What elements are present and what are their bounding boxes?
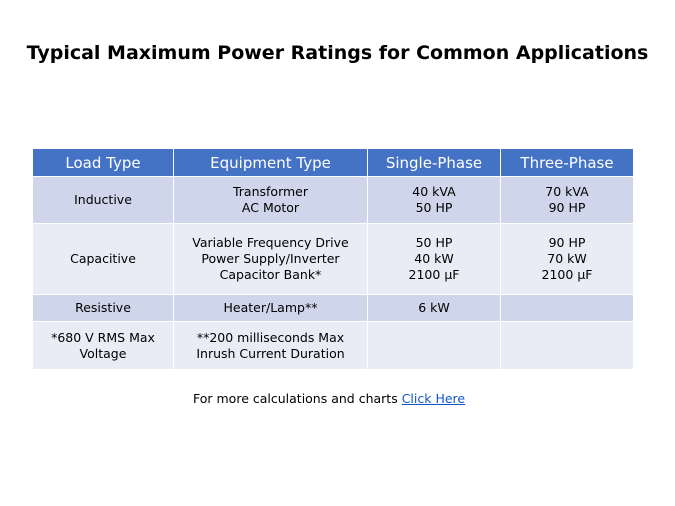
click-here-link[interactable]: Click Here bbox=[401, 391, 466, 406]
footer-note bbox=[193, 391, 465, 406]
header-three-phase: Three-Phase bbox=[501, 149, 634, 177]
cell-equipment-type bbox=[174, 177, 368, 224]
table-row-capacitive bbox=[33, 224, 634, 295]
cell-text: Voltage bbox=[79, 345, 127, 361]
cell-text: Transformer bbox=[232, 184, 308, 199]
cell-text: Inductive bbox=[74, 192, 132, 207]
cell-text: Resistive bbox=[75, 300, 131, 315]
cell-text: 70 kW bbox=[547, 251, 587, 266]
footer-text: For more calculations and charts bbox=[193, 391, 402, 406]
cell-text: 2100 µF bbox=[541, 267, 593, 282]
cell-text: Variable Frequency Drive bbox=[192, 235, 349, 250]
cell-text: 50 HP bbox=[415, 235, 453, 250]
cell-text: Capacitor Bank* bbox=[219, 267, 322, 282]
cell-text: Capacitive bbox=[70, 251, 136, 266]
cell-text: 40 kVA bbox=[412, 184, 456, 199]
cell-three-phase-empty bbox=[501, 295, 634, 322]
cell-single-phase bbox=[368, 295, 501, 322]
cell-text: Heater/Lamp** bbox=[223, 300, 318, 315]
cell-text: 50 HP bbox=[415, 200, 453, 215]
cell-text: Power Supply/Inverter bbox=[201, 251, 340, 266]
cell-text: 2100 µF bbox=[408, 267, 460, 282]
cell-text: Inrush Current Duration bbox=[196, 345, 345, 361]
cell-load-type bbox=[33, 177, 174, 224]
cell-text: 90 HP bbox=[548, 200, 586, 215]
page-title: Typical Maximum Power Ratings for Common Applications bbox=[26, 42, 649, 64]
table-row-inductive bbox=[33, 177, 634, 224]
cell-footnote-voltage bbox=[33, 322, 174, 370]
cell-equipment-type bbox=[174, 224, 368, 295]
cell-equipment-type bbox=[174, 295, 368, 322]
cell-text: 40 kW bbox=[414, 251, 454, 266]
cell-text: **200 milliseconds Max bbox=[196, 329, 345, 345]
table-row-footnotes bbox=[33, 322, 634, 370]
cell-three-phase bbox=[501, 224, 634, 295]
cell-text: *680 V RMS Max bbox=[51, 329, 155, 345]
cell-text: 90 HP bbox=[548, 235, 586, 250]
cell-load-type bbox=[33, 224, 174, 295]
cell-text: 6 kW bbox=[418, 300, 450, 315]
header-load-type: Load Type bbox=[33, 149, 174, 177]
table-header-row bbox=[33, 149, 634, 177]
cell-load-type bbox=[33, 295, 174, 322]
cell-footnote-inrush bbox=[174, 322, 368, 370]
cell-single-phase bbox=[368, 177, 501, 224]
cell-single-phase-empty bbox=[368, 322, 501, 370]
header-equipment-type: Equipment Type bbox=[174, 149, 368, 177]
power-ratings-table bbox=[32, 148, 634, 370]
table-row-resistive bbox=[33, 295, 634, 322]
cell-three-phase-empty bbox=[501, 322, 634, 370]
cell-text: AC Motor bbox=[241, 200, 300, 215]
header-single-phase: Single-Phase bbox=[368, 149, 501, 177]
cell-three-phase bbox=[501, 177, 634, 224]
cell-single-phase bbox=[368, 224, 501, 295]
cell-text: 70 kVA bbox=[545, 184, 589, 199]
